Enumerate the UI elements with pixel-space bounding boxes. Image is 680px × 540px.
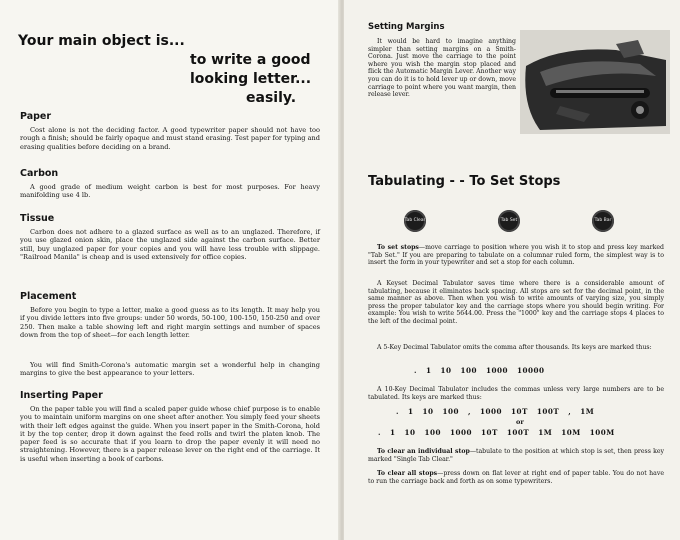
section-text-tissue: Carbon does not adhere to a glazed surface as well as to an unglazed. Therefore, if you use glazed onion skin, place the unglazed side against the carbon surface. Better still, buy unglazed paper for your copies and you will have less trouble with slippage. "Railroad Manila" is cheap and is used extensively for office copies. — [20, 228, 320, 261]
ten-key-markings-a: . 1 10 100 , 1000 10T 100T , 1M — [396, 407, 595, 416]
clear-individual-text: —tabulate to the position at which stop is set, then press key marked "Single Tab Clear." — [368, 448, 664, 463]
tabulating-heading: Tabulating - - To Set Stops — [368, 174, 561, 189]
set-stops-text: —move carriage to position where you wish it to stop and press key marked "Tab Set." If you are preparing to tabulate on a columnar ruled form, the simplest way is to insert the form in your typewriter and set a stop for each column. — [368, 244, 664, 267]
section-heading-paper: Paper — [20, 111, 52, 122]
tab-set-key-icon: Tab Set — [498, 210, 520, 232]
tab-para-clear-individual — [368, 448, 664, 463]
setting-margins-text: It would be hard to imagine anything simpler than setting margins on a Smith-Corona. Just move the carriage to the point where you wish the margin stop placed and flick the Automatic Margin Lever. Another way you can do it is to hold lever up or down, move carriage to point where you want margin, then release lever. — [368, 38, 516, 99]
ten-key-markings-b: . 1 10 100 1000 10T 100T 1M 10M 100M — [378, 428, 615, 437]
section-text-placement-2: You will find Smith-Corona's automatic margin set a wonderful help in changing margins to give the best appearance to your letters. — [20, 361, 320, 378]
tab-para-set-stops — [368, 244, 664, 267]
headline-line-2: to write a good — [190, 52, 311, 68]
clear-individual-lead: To clear an individual stop — [377, 448, 470, 455]
section-text-paper: Cost alone is not the deciding factor. A good typewriter paper should not have too rough a finish; should be fairly opaque and must stand erasing. Test paper for typing and erasing qualities before deciding on a brand. — [20, 126, 320, 151]
ten-key-or: or — [516, 418, 524, 426]
section-text-inserting-paper: On the paper table you will find a scaled paper guide whose chief purpose is to enable you to maintain uniform margins on one sheet after another. You simply feed your sheets with their left edges against the guide. When you insert paper in the Smith-Corona, hold it by the top center, drop it down against the feed rolls and twirl the platen knob. The paper feed is so accurate that if you learn to drop the paper evenly it will need no straightening. However, there is a paper release lever on the right end of the carriage. It is useful when inserting a book of carbons. — [20, 405, 320, 463]
section-heading-carbon: Carbon — [20, 168, 59, 179]
tab-clear-key-icon: Tab Clear — [404, 210, 426, 232]
tab-para-5-key: A 5-Key Decimal Tabulator omits the comma after thousands. Its keys are marked thus: — [377, 344, 652, 351]
clear-all-text: —press down on flat lever at right end of paper table. You do not have to run the carriage back and forth as on some typewriters. — [368, 470, 664, 485]
section-text-placement: Before you begin to type a letter, make a good guess as to its length. It may help you if you divide letters into five groups: under 50 words, 50-100, 100-150, 150-250 and over 250. Then make a table showing left and right margin settings and number of spaces down from the top of sheet—for each length letter. — [20, 306, 320, 339]
five-key-markings: . 1 10 100 1000 10000 — [414, 366, 545, 375]
section-heading-tissue: Tissue — [20, 213, 55, 224]
section-heading-inserting-paper: Inserting Paper — [20, 390, 103, 401]
headline-line-4: easily. — [246, 90, 297, 106]
setting-margins-heading: Setting Margins — [368, 22, 445, 32]
set-stops-lead: To set stops — [377, 244, 419, 251]
tab-para-keyset-decimal: A Keyset Decimal Tabulator saves time where there is a considerable amount of tabulating, because it eliminates back spacing. All stops are set for the decimal point, in the same manner as above. Then when you wish to write amounts of varying size, you simply press the proper tabulator key and the carriage stops where you should begin writing. For example: You wish to write 5644.00. Press the "1000" key and the carriage stops 4 places to the left of the decimal point. — [368, 280, 664, 325]
section-heading-placement: Placement — [20, 291, 77, 302]
headline-line-3: looking letter... — [190, 71, 312, 87]
headline-line-1: Your main object is... — [18, 33, 185, 49]
section-text-carbon: A good grade of medium weight carbon is best for most purposes. For heavy manifolding use 4 lb. — [20, 183, 320, 200]
tab-bar-key-icon: Tab Bar — [592, 210, 614, 232]
clear-all-lead: To clear all stops — [377, 470, 438, 477]
right-page — [344, 0, 680, 540]
tab-para-10-key: A 10-Key Decimal Tabulator includes the commas unless very large numbers are to be tabulated. Its keys are marked thus: — [368, 386, 664, 401]
tab-para-clear-all — [368, 470, 664, 485]
typewriter-carriage-photo — [520, 30, 670, 134]
